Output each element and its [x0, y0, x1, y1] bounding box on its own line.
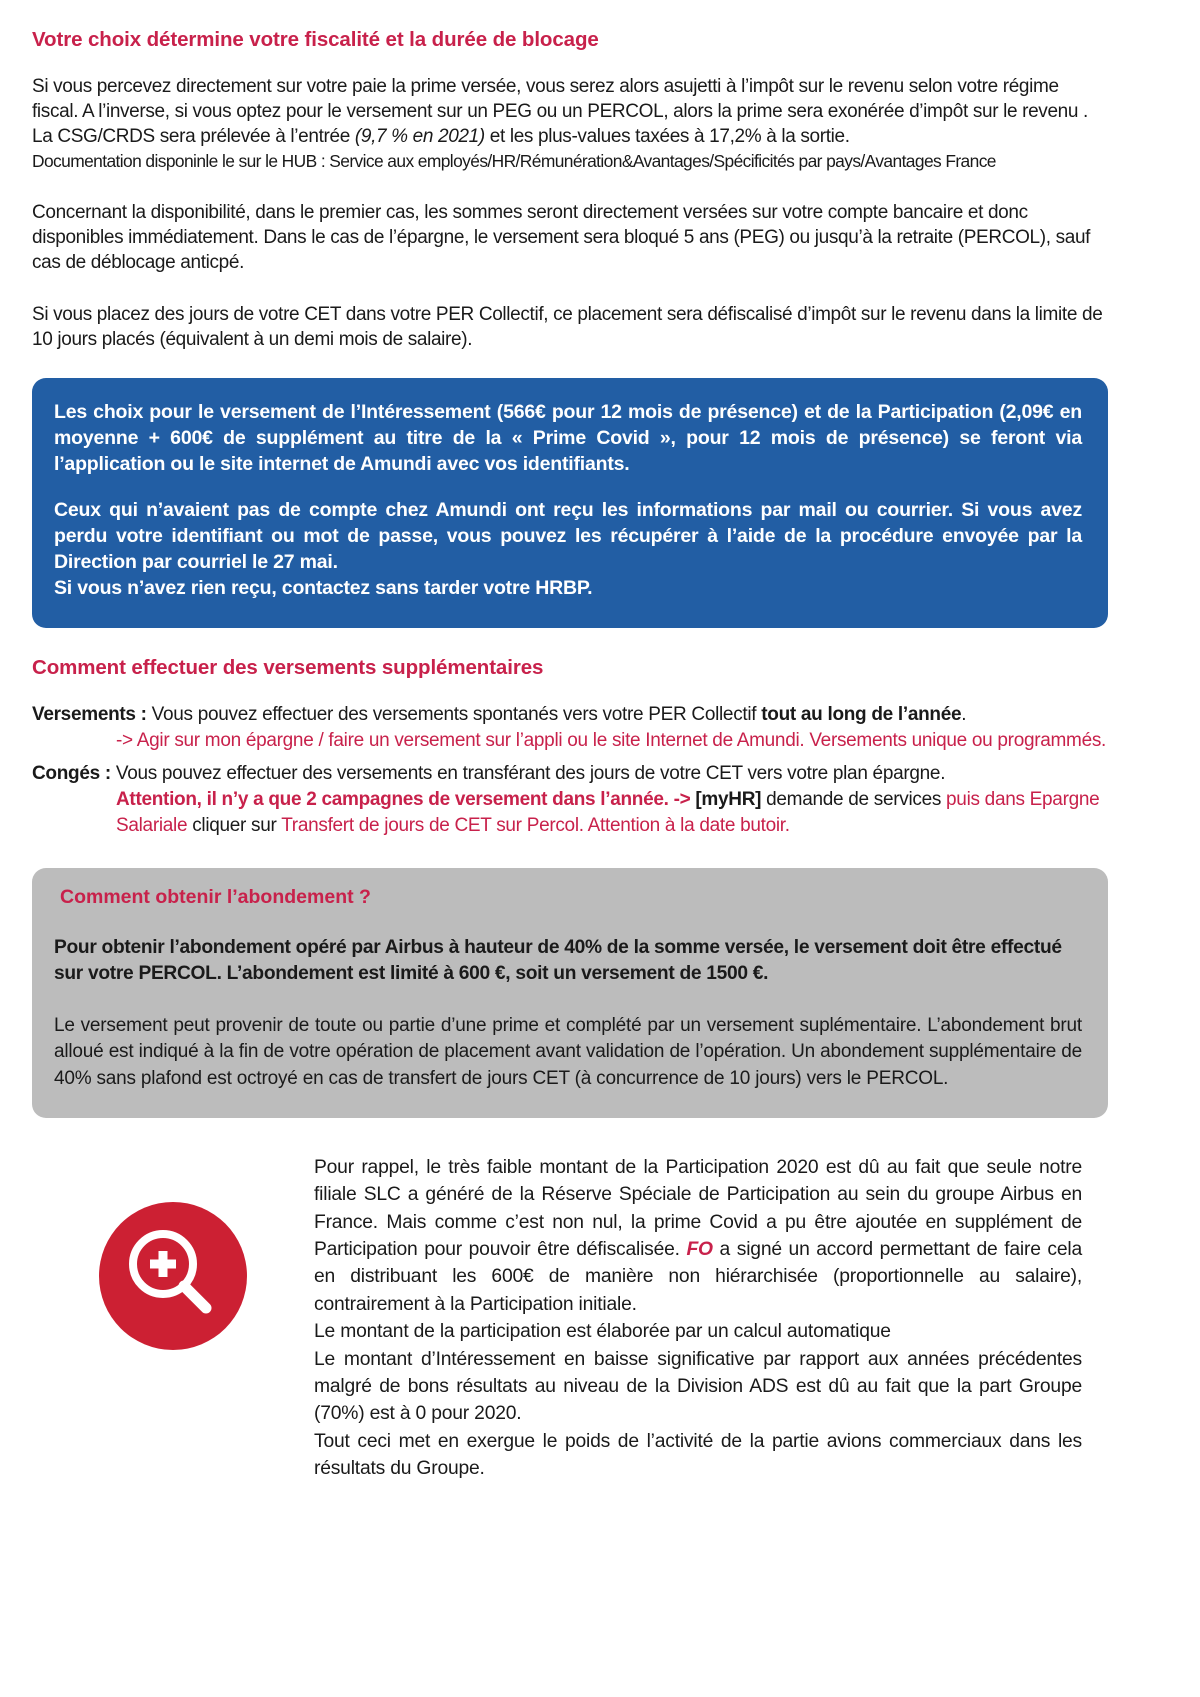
gray-callout-body-text: Le versement peut provenir de toute ou partie d’une prime et complété par un versement suplémentaire. L’abondement brut alloué est indiqué à la fin de votre opération de placement avant validation de l’opération. Un abondement supplémentaire de 40% sans plafond est octroyé en cas de transfert de jours CET (à concurrence de 10 jours) vers le PERCOL.	[54, 1015, 1082, 1089]
intro-paragraph-3: Si vous placez des jours de votre CET dans votre PER Collectif, ce placement sera défiscalisé d’impôt sur le revenu dans la limite de 10 jours placés (équivalent à un demi mois de salaire).	[32, 303, 1103, 350]
versements-label: Versements :	[32, 704, 147, 726]
magnifier-plus-icon	[99, 1202, 247, 1350]
versements-item	[32, 702, 1108, 753]
page-title: Votre choix détermine votre fiscalité et la durée de blocage	[32, 28, 599, 51]
footer-note-text	[314, 1154, 1108, 1483]
intro-para1-a: Si vous percevez directement sur votre paie la prime versée, vous serez alors asujetti à l’impôt sur le revenu selon votre régime fiscal. A l’inverse, si vous optez pour le versement sur un PEG ou un PERCOL, alors la prime sera exonérée d’impôt sur le revenu . La CSG/CRDS sera prélevée à l’entrée	[32, 76, 1088, 148]
intro-doc-line: Documentation disponinle le sur le HUB : Service aux employés/HR/Rémunération&Avantages/Spécificités par pays/Avantages France	[32, 151, 996, 172]
versements-bold: tout au long de l’année	[761, 704, 962, 726]
blue-callout-paragraph-2: Ceux qui n’avaient pas de compte chez Amundi ont reçu les informations par mail ou courrier. Si vous avez perdu votre identifiant ou mot de passe, vous pouvez les récupérer à l’aide de la procédure envoyée par la Direction par courriel le 27 mai.	[54, 499, 1082, 574]
intro-para1-b: et les plus-values taxées à 17,2% à la sortie.	[484, 126, 850, 148]
conges-text: Vous pouvez effectuer des versements en transférant des jours de votre CET vers votre plan épargne.	[110, 763, 946, 785]
versements-text: Vous pouvez effectuer des versements spontanés vers votre PER Collectif	[146, 704, 762, 726]
footer-note-paragraph-4: Tout ceci met en exergue le poids de l’activité de la partie avions commerciaux dans les résultats du Groupe.	[314, 1430, 1082, 1480]
footer-text-a: Pour rappel, le très faible montant de la Participation 2020 est dû au fait que seule notre filiale SLC a généré de la Réserve Spéciale de Participation au sein du groupe Airbus en France. Mais comme c’est non nul, la prime Covid a pu être ajoutée en supplément de Participation pour pouvoir être défiscalisée.	[314, 1156, 1082, 1261]
intro-para1-italic: (9,7 % en 2021)	[354, 126, 485, 148]
conges-demande: demande de services	[761, 789, 942, 811]
gray-callout-box	[32, 868, 1108, 1118]
footer-icon-container	[32, 1154, 314, 1350]
footer-note-paragraph-1	[314, 1154, 1082, 1318]
footer-text-b: a signé un accord permettant de faire cela en distribuant les 600€ de manière non hiérarchisée (proportionnelle au salaire), contrairement à la Participation initiale.	[314, 1239, 1082, 1315]
fo-label: FO	[686, 1239, 713, 1261]
footer-note-paragraph-3: Le montant d’Intéressement en baisse significative par rapport aux années précédentes malgré de bons résultats au niveau de la Division ADS est dû au fait que la part Groupe (70%) est à 0 pour 2020.	[314, 1348, 1082, 1425]
intro-paragraph-2: Concernant la disponibilité, dans le premier cas, les sommes seront directement versées sur votre compte bancaire et donc disponibles immédiatement. Dans le cas de l’épargne, le versement sera bloqué 5 ans (PEG) ou jusqu’à la retraite (PERCOL), sauf cas de déblocage anticpé.	[32, 202, 1091, 274]
conges-puisdans: puis dans	[941, 789, 1030, 811]
transfert-link: Transfert de jours de CET sur Percol. Attention à la date butoir.	[281, 814, 790, 836]
blue-callout-box	[32, 378, 1108, 628]
conges-attention: Attention, il n’y a que 2 campagnes de versement dans l’année. ->	[116, 789, 696, 811]
versements-section-title: Comment effectuer des versements supplémentaires	[32, 656, 544, 680]
myhr-tag: [myHR]	[695, 789, 762, 811]
intro-paragraph-1	[32, 74, 1108, 174]
footer-note-paragraph-2: Le montant de la participation est élaborée par un calcul automatique	[314, 1321, 891, 1343]
blue-callout-paragraph-3: Si vous n’avez rien reçu, contactez sans tarder votre HRBP.	[54, 577, 593, 600]
conges-subtext	[32, 787, 1108, 838]
conges-item	[32, 761, 1108, 838]
footer-note-section	[32, 1154, 1108, 1483]
blue-callout-paragraph-1: Les choix pour le versement de l’Intéressement (566€ pour 12 mois de présence) et de la Participation (2,09€ en moyenne + 600€ de supplément au titre de la « Prime Covid », pour 12 mois de présence) se feront via l’application ou le site internet de Amundi avec vos identifiants.	[54, 400, 1082, 475]
spacer	[54, 477, 1082, 498]
epargne-salariale-link: Epargne Salariale	[116, 789, 1100, 836]
versements-subtext: -> Agir sur mon épargne / faire un versement sur l’appli ou le site Internet de Amundi. Versements unique ou programmés.	[116, 729, 1107, 751]
versements-end: .	[961, 704, 967, 726]
conges-cliquer: cliquer sur	[187, 814, 282, 836]
conges-label: Congés :	[32, 763, 111, 785]
gray-callout-title: Comment obtenir l’abondement ?	[60, 886, 371, 909]
gray-callout-bold-text: Pour obtenir l’abondement opéré par Airbus à hauteur de 40% de la somme versée, le versement doit être effectué sur votre PERCOL. L’abondement est limité à 600 €, soit un versement de 1500 €.	[54, 937, 1062, 985]
